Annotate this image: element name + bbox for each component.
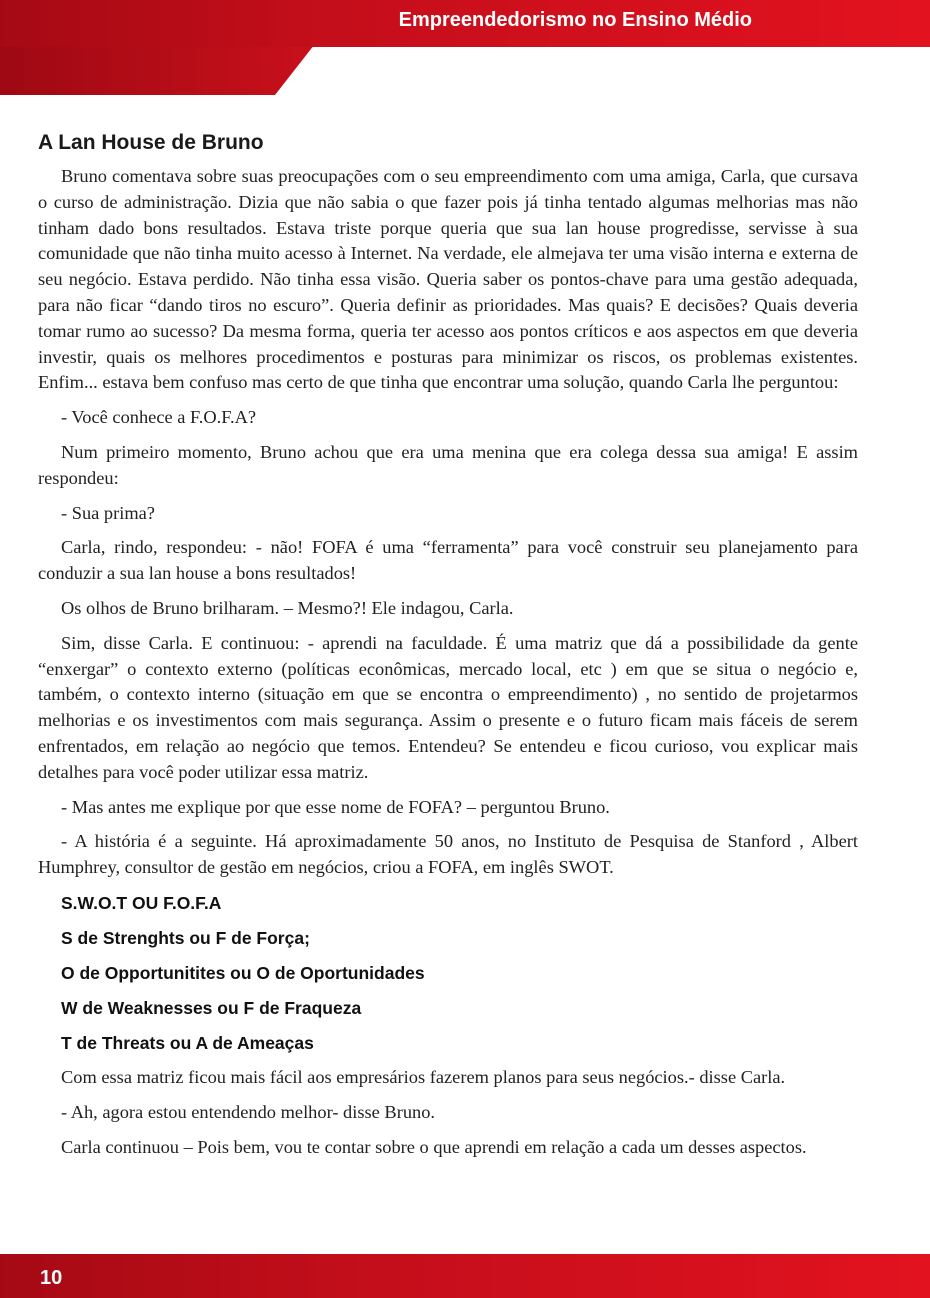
paragraph: Num primeiro momento, Bruno achou que era uma menina que era colega dessa sua amiga! E assim respondeu: xyxy=(38,441,858,488)
paragraph: - Mas antes me explique por que esse nome de FOFA? – perguntou Bruno. xyxy=(61,796,610,817)
footer-shape xyxy=(0,1254,930,1298)
acronym-line-opportunities: O de Opportunitites ou O de Oportunidades xyxy=(61,962,425,983)
footer-band xyxy=(0,1254,930,1298)
paragraph: Carla, rindo, respondeu: - não! FOFA é uma “ferramenta” para você construir seu planejamento para conduzir a sua lan house a bons resultados! xyxy=(38,537,858,584)
section-title: A Lan House de Bruno xyxy=(38,131,264,154)
acronym-line-weaknesses: W de Weaknesses ou F de Fraqueza xyxy=(61,997,362,1018)
paragraph: - Você conhece a F.O.F.A? xyxy=(61,407,257,428)
header-lower-shape xyxy=(0,40,318,95)
page-number: 10 xyxy=(40,1267,63,1289)
paragraph: - Sua prima? xyxy=(61,502,155,523)
acronym-heading: S.W.O.T OU F.O.F.A xyxy=(61,892,222,913)
paragraph: Carla continuou – Pois bem, vou te contar sobre o que aprendi em relação a cada um desses aspectos. xyxy=(61,1136,807,1157)
paragraph: Com essa matriz ficou mais fácil aos empresários fazerem planos para seus negócios.- disse Carla. xyxy=(61,1066,786,1087)
acronym-line-threats: T de Threats ou A de Ameaças xyxy=(61,1032,314,1053)
header-title: Empreendedorismo no Ensino Médio xyxy=(398,9,752,31)
paragraph: - Ah, agora estou entendendo melhor- disse Bruno. xyxy=(61,1101,435,1122)
paragraph: Os olhos de Bruno brilharam. – Mesmo?! Ele indagou, Carla. xyxy=(61,597,514,618)
paragraph: Sim, disse Carla. E continuou: - aprendi na faculdade. É uma matriz que dá a possibilidade da gente “enxergar” o contexto externo (políticas econômicas, mercado local, etc ) em que se situa o negócio e, também, o contexto interno (situação em que se encontra o empreendimento) , no sentido de projetarmos melhorias e os investimentos com mais segurança. Assim o presente e o futuro ficam mais fáceis de serem enfrentados, em relação ao negócio que temos. Entendeu? Se entendeu e ficou curioso, vou explicar mais detalhes para você poder utilizar essa matriz. xyxy=(38,632,858,782)
paragraph: - A história é a seguinte. Há aproximadamente 50 anos, no Instituto de Pesquisa de Stanford , Albert Humphrey, consultor de gestão em negócios, criou a FOFA, em inglês SWOT. xyxy=(38,831,858,878)
acronym-line-strengths: S de Strenghts ou F de Força; xyxy=(61,927,310,948)
page-content xyxy=(38,130,858,1169)
paragraph: Bruno comentava sobre suas preocupações com o seu empreendimento com uma amiga, Carla, que cursava o curso de administração. Dizia que não sabia o que fazer pois já tinha tentado algumas melhorias mas não tinham dado bons resultados. Estava triste porque queria que sua lan house progredisse, servisse à sua comunidade que não tinha muito acesso à Internet. Na verdade, ele almejava ter uma visão interna e externa de seu negócio. Estava perdido. Não tinha essa visão. Queria saber os pontos-chave para uma gestão adequada, para não ficar “dando tiros no escuro”. Queria definir as prioridades. Mas quais? E decisões? Quais deveria tomar rumo ao sucesso? Da mesma forma, queria ter acesso aos pontos críticos e aos aspectos em que deveria investir, quais os melhores procedimentos e posturas para minimizar os riscos, os problemas existentes. Enfim... estava bem confuso mas certo de que tinha que encontrar uma solução, quando Carla lhe perguntou: xyxy=(38,166,858,393)
